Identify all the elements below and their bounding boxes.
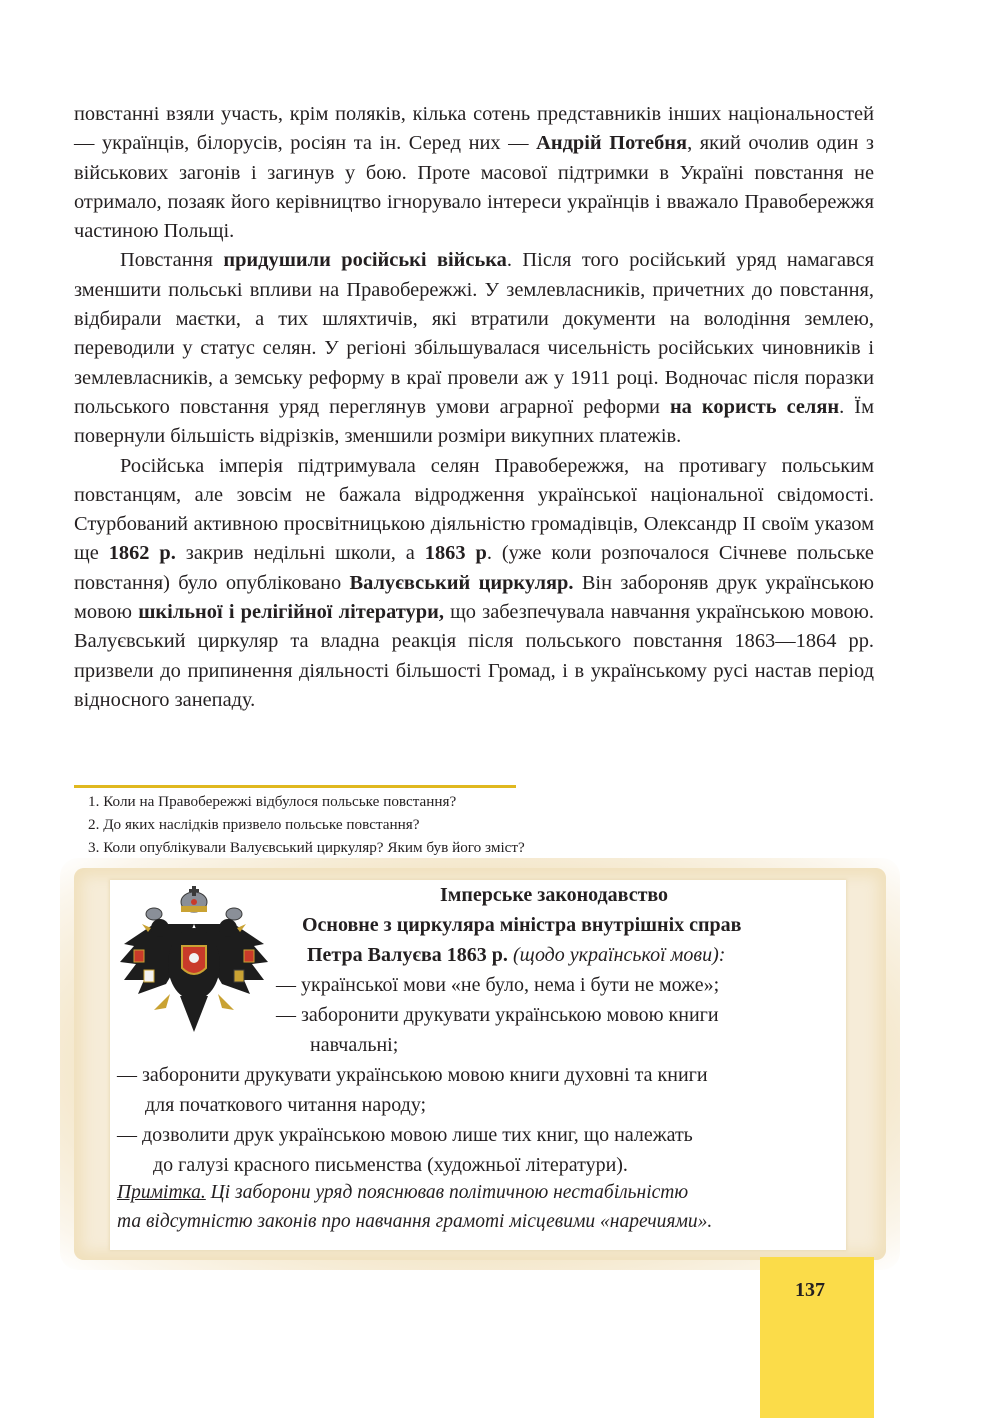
box-title-3-italic: (щодо української мови): xyxy=(507,944,726,966)
text: Він забороняв друк українською мовою xyxy=(74,571,874,624)
paragraph-2 xyxy=(74,246,874,451)
review-questions xyxy=(88,790,868,860)
box-item-3a: — заборонити друкувати українською мовою книги духовні та книги xyxy=(117,1064,708,1086)
box-title-1: Імперське законодавство xyxy=(440,884,669,906)
text: . Їм повернули більшість відрізків, зменшили розміри викупних платежів. xyxy=(74,395,874,448)
main-text xyxy=(74,100,874,715)
bold-term: придушили російські війська xyxy=(223,249,507,272)
box-item-2a: — заборонити друкувати українською мовою книги xyxy=(276,1004,719,1026)
box-item-3b: для початкового читання народу; xyxy=(145,1094,427,1116)
box-item-1: — української мови «не було, нема і бути не може»; xyxy=(276,974,720,996)
bold-term: 1863 р xyxy=(424,542,487,565)
section-underline xyxy=(74,785,516,788)
box-note-line-2: та відсутністю законів про навчання грамоті місцевими «наречиями». xyxy=(117,1211,713,1232)
box-item-2b: навчальні; xyxy=(310,1034,399,1056)
paragraph-3 xyxy=(74,452,874,716)
bold-term: шкільної і релігійної літератури, xyxy=(138,601,444,624)
text: , який очолив один з військових загонів і загинув у бою. Проте масової підтримки в Україні повстання не отримало, позаяк його керівництво ігнорувало інтереси українців і вважало Правобережжя частиною Польщі. xyxy=(74,132,874,243)
question-1: 1. Коли на Правобережжі відбулося польське повстання? xyxy=(88,793,457,810)
text: закрив недільні школи, а xyxy=(175,542,425,565)
note-text: Ці заборони уряд пояснював політичною нестабільністю xyxy=(205,1182,689,1203)
question-3: 3. Коли опублікували Валуєвський циркуляр? Яким був його зміст? xyxy=(88,839,525,857)
text: повстанні взяли участь, крім поляків, кілька сотень представників інших національностей — українців, білорусів, росіян та ін. Серед них — xyxy=(74,103,874,155)
text: . (уже коли розпочалося Січневе польське повстання) було опубліковано xyxy=(74,542,874,594)
bold-term: на користь селян xyxy=(669,395,840,418)
page-number: 137 xyxy=(795,1279,825,1301)
bold-term: Валуєвський циркуляр. xyxy=(349,571,574,594)
question-2: 2. До яких наслідків призвело польське повстання? xyxy=(88,816,420,834)
bold-term: 1862 р. xyxy=(108,542,176,565)
box-item-4b: до галузі красного письменства (художньої літератури). xyxy=(153,1154,628,1176)
box-title-3-bold: Петра Валуєва 1863 р. xyxy=(307,944,508,966)
text: Російська імперія підтримувала селян Правобережжя, на противагу польським повстанцям, але зовсім не бажала відродження української національної свідомості. Стурбований активною просвітницькою діяльністю громадівців, Олександр II своїм указом ще xyxy=(74,454,874,565)
double-headed-eagle-icon xyxy=(114,884,274,1044)
crown-icon xyxy=(181,886,207,912)
box-title-3 xyxy=(307,944,725,967)
text: . Після того російський уряд намагався зменшити польські впливи на Правобережжі. У землевласників, причетних до повстання, відбирали маєтки, а тих шляхтичів, які втратили документи на володіння землею, переводили у статус селян. У регіоні збільшувалася чисельність російських чиновників і землевласників, а земську реформу в краї провели аж у 1911 році. Водночас після поразки польського повстання уряд переглянув умови аграрної реформи xyxy=(74,249,874,418)
text: Повстання xyxy=(120,249,224,272)
box-note-line-1 xyxy=(117,1182,688,1204)
box-title-2: Основне з циркуляра міністра внутрішніх справ xyxy=(302,914,742,936)
paragraph-1 xyxy=(74,100,874,246)
box-item-4a: — дозволити друк українською мовою лише тих книг, що належать xyxy=(117,1124,693,1146)
text: що забезпечувала навчання українською мовою. Валуєвський циркуляр та владна реакція після польського повстання 1863—1864 рр. призвели до припинення діяльності більшості Громад, і в українському русі настав період відносного занепаду. xyxy=(74,601,874,711)
bold-term: Андрій Потебня xyxy=(536,132,688,155)
note-label: Примітка. xyxy=(117,1182,206,1203)
